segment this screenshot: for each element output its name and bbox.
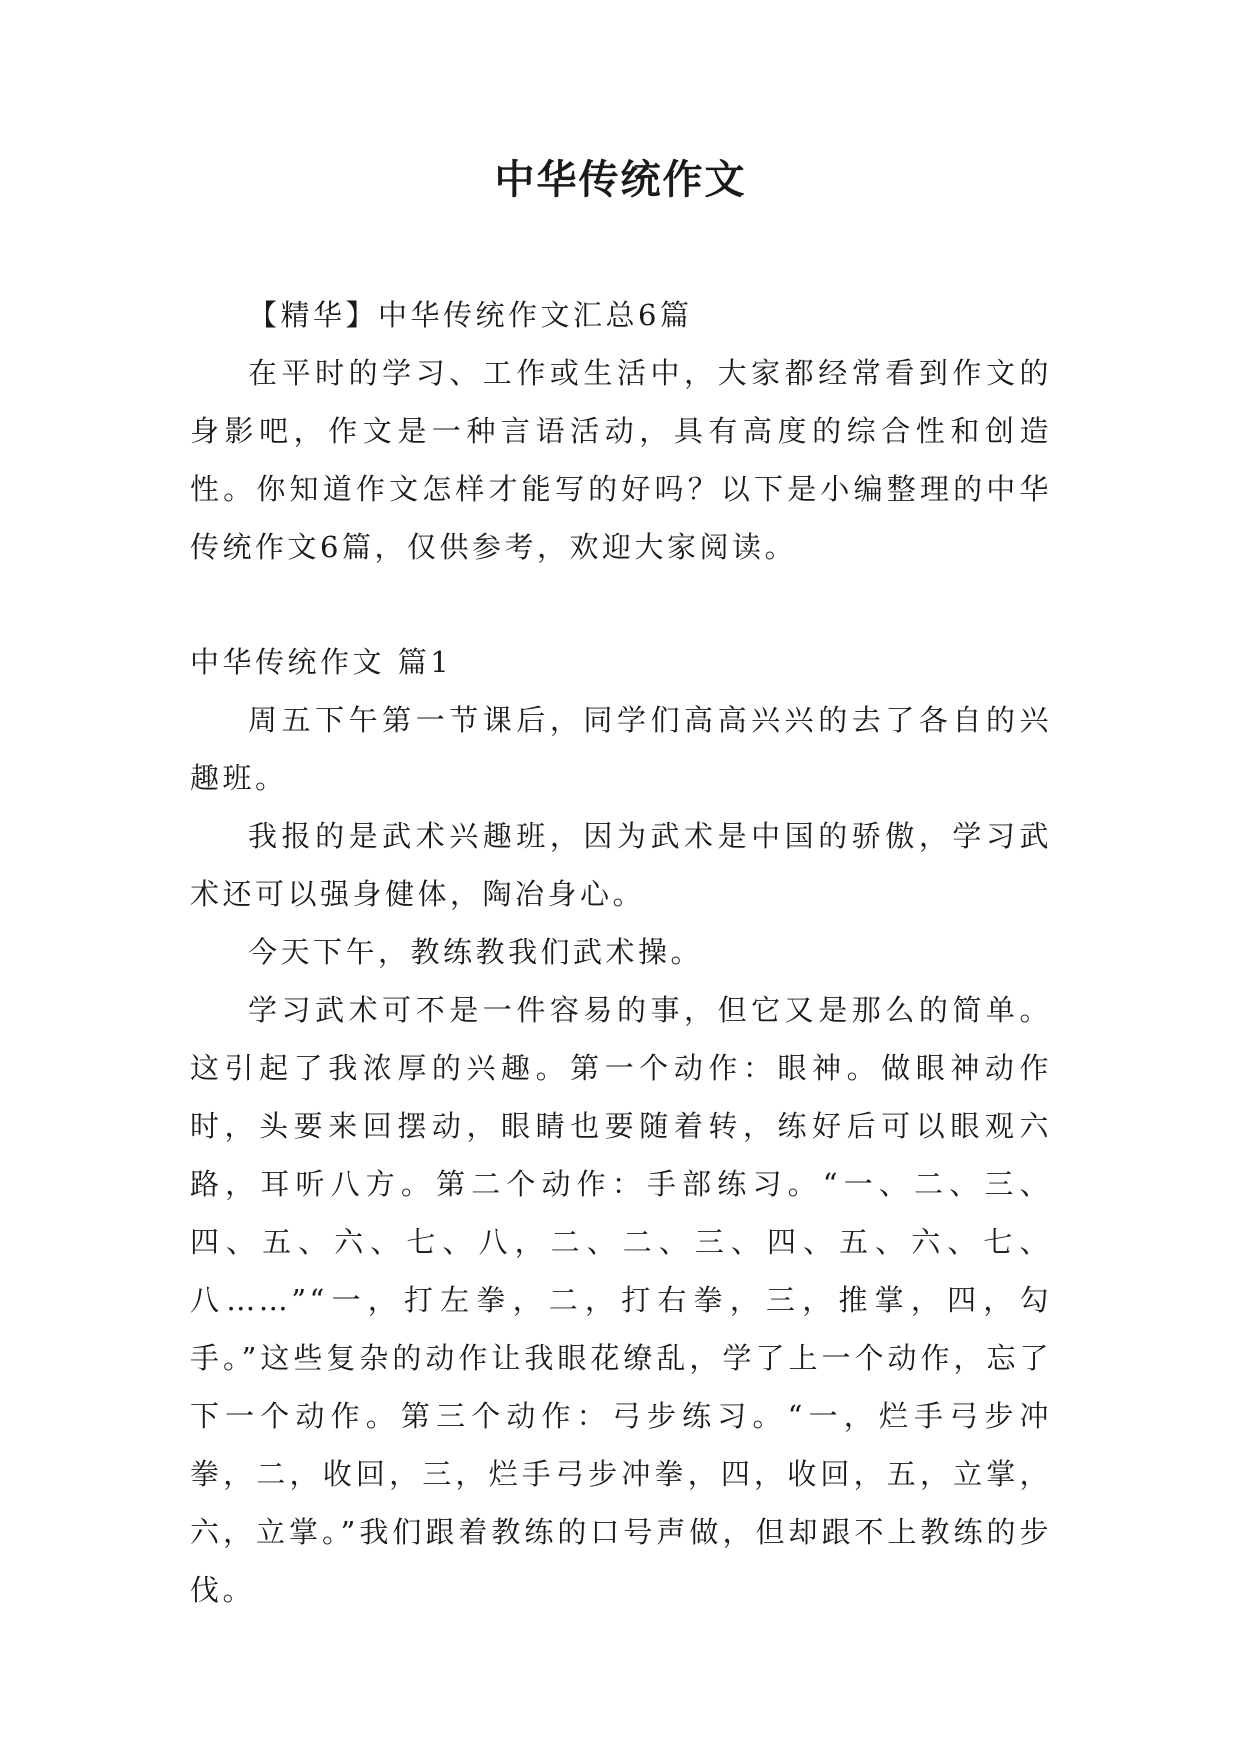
section-heading: 中华传统作文 篇1 <box>190 645 453 679</box>
section-1 <box>190 633 1052 1619</box>
lead-line: 【精华】中华传统作文汇总6篇 <box>248 298 693 332</box>
body-paragraph: 学习武术可不是一件容易的事，但它又是那么的简单。这引起了我浓厚的兴趣。第一个动作：眼神。做眼神动作时，头要来回摆动，眼睛也要随着转，练好后可以眼观六路，耳听八方。第二个动作：手部练习。“一、二、三、四、五、六、七、八，二、二、三、四、五、六、七、八……”“一，打左拳，二，打右拳，三，推掌，四，勾手。”这些复杂的动作让我眼花缭乱，学了上一个动作，忘了下一个动作。第三个动作：弓步练习。“一，烂手弓步冲拳，二，收回，三，烂手弓步冲拳，四，收回，五，立掌，六，立掌。”我们跟着教练的口号声做，但却跟不上教练的步伐。 <box>190 993 1052 1607</box>
intro-block <box>190 286 1052 576</box>
body-paragraph: 我报的是武术兴趣班，因为武术是中国的骄傲，学习武术还可以强身健体，陶冶身心。 <box>190 819 1052 911</box>
intro-paragraph: 在平时的学习、工作或生活中，大家都经常看到作文的身影吧，作文是一种言语活动，具有高度的综合性和创造性。你知道作文怎样才能写的好吗？以下是小编整理的中华传统作文6篇，仅供参考，欢迎大家阅读。 <box>190 356 1052 564</box>
body-paragraph: 周五下午第一节课后，同学们高高兴兴的去了各自的兴趣班。 <box>190 703 1052 795</box>
body-paragraph: 今天下午，教练教我们武术操。 <box>248 935 704 969</box>
document-title: 中华传统作文 <box>494 157 747 203</box>
